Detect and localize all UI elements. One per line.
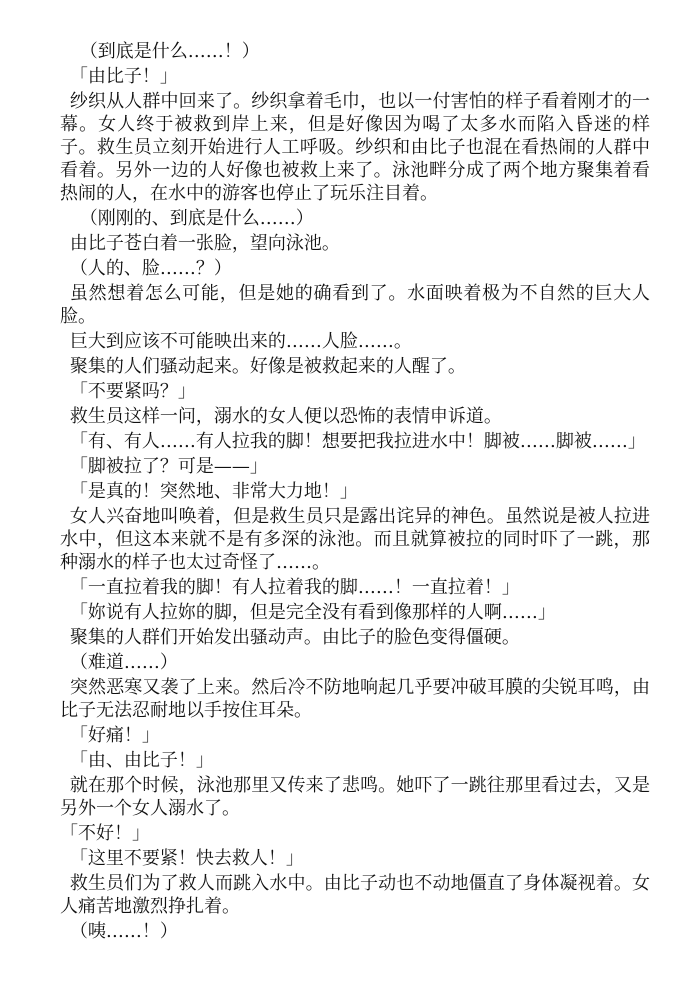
- paragraph-16: 「一直拉着我的脚！有人拉着我的脚……！一直拉着！」: [69, 577, 520, 598]
- paragraph-3: 纱织从人群中回来了。纱织拿着毛巾，也以一付害怕的样子看着刚才的一幕。女人终于被救到岸上来，但是好像因为喝了太多水而陷入昏迷的样子。救生员立刻开始进行人工呼吸。纱织和由比子也混在看热闹的人群中看着。另外一边的人好像也被救上来了。泳池畔分成了两个地方聚集着看热闹的人，在水中的游客也停止了玩乐注目着。: [60, 91, 650, 204]
- paragraph-24: 「不好！」: [60, 823, 150, 844]
- document-page: [60, 40, 650, 945]
- paragraph-5: 由比子苍白着一张脸，望向泳池。: [69, 233, 340, 254]
- paragraph-21: 「好痛！」: [69, 725, 160, 746]
- paragraph-17: 「妳说有人拉妳的脚，但是完全没有看到像那样的人啊……」: [69, 602, 556, 623]
- paragraph-13: 「脚被拉了？可是——」: [69, 456, 268, 477]
- paragraph-7: 虽然想着怎么可能，但是她的确看到了。水面映着极为不自然的巨大人脸。: [60, 283, 650, 327]
- paragraph-6: （人的、脸……？）: [69, 258, 232, 279]
- paragraph-25: 「这里不要紧！快去救人！」: [69, 848, 304, 869]
- paragraph-4: （刚刚的、到底是什么……）: [79, 208, 314, 229]
- paragraph-22: 「由、由比子！」: [69, 750, 214, 771]
- paragraph-23: 就在那个时候，泳池那里又传来了悲鸣。她吓了一跳往那里看过去，又是另外一个女人溺水了。: [60, 775, 650, 819]
- paragraph-1: （到底是什么……！）: [79, 41, 260, 62]
- paragraph-2: 「由比子！」: [69, 66, 178, 87]
- paragraph-9: 聚集的人们骚动起来。好像是被救起来的人醒了。: [69, 356, 466, 377]
- paragraph-12: 「有、有人……有人拉我的脚！想要把我拉进水中！脚被……脚被……」: [69, 431, 646, 452]
- paragraph-14: 「是真的！突然地、非常大力地！」: [69, 481, 358, 502]
- paragraph-18: 聚集的人群们开始发出骚动声。由比子的脸色变得僵硬。: [69, 627, 520, 648]
- paragraph-19: （难道……）: [69, 652, 178, 673]
- paragraph-8: 巨大到应该不可能映出来的……人脸……。: [69, 331, 412, 352]
- paragraph-15: 女人兴奋地叫唤着，但是救生员只是露出诧异的神色。虽然说是被人拉进水中，但这本来就不是有多深的泳池。而且就算被拉的同时吓了一跳，那种溺水的样子也太过奇怪了……。: [60, 506, 650, 573]
- paragraph-20: 突然恶寒又袭了上来。然后冷不防地响起几乎要冲破耳膜的尖锐耳鸣，由比子无法忍耐地以手按住耳朵。: [60, 677, 650, 721]
- paragraph-10: 「不要紧吗？」: [69, 381, 196, 402]
- paragraph-26: 救生员们为了救人而跳入水中。由比子动也不动地僵直了身体凝视着。女人痛苦地激烈挣扎着。: [60, 873, 650, 917]
- paragraph-11: 救生员这样一问，溺水的女人便以恐怖的表情申诉道。: [69, 406, 502, 427]
- paragraph-27: （咦……！）: [69, 921, 178, 942]
